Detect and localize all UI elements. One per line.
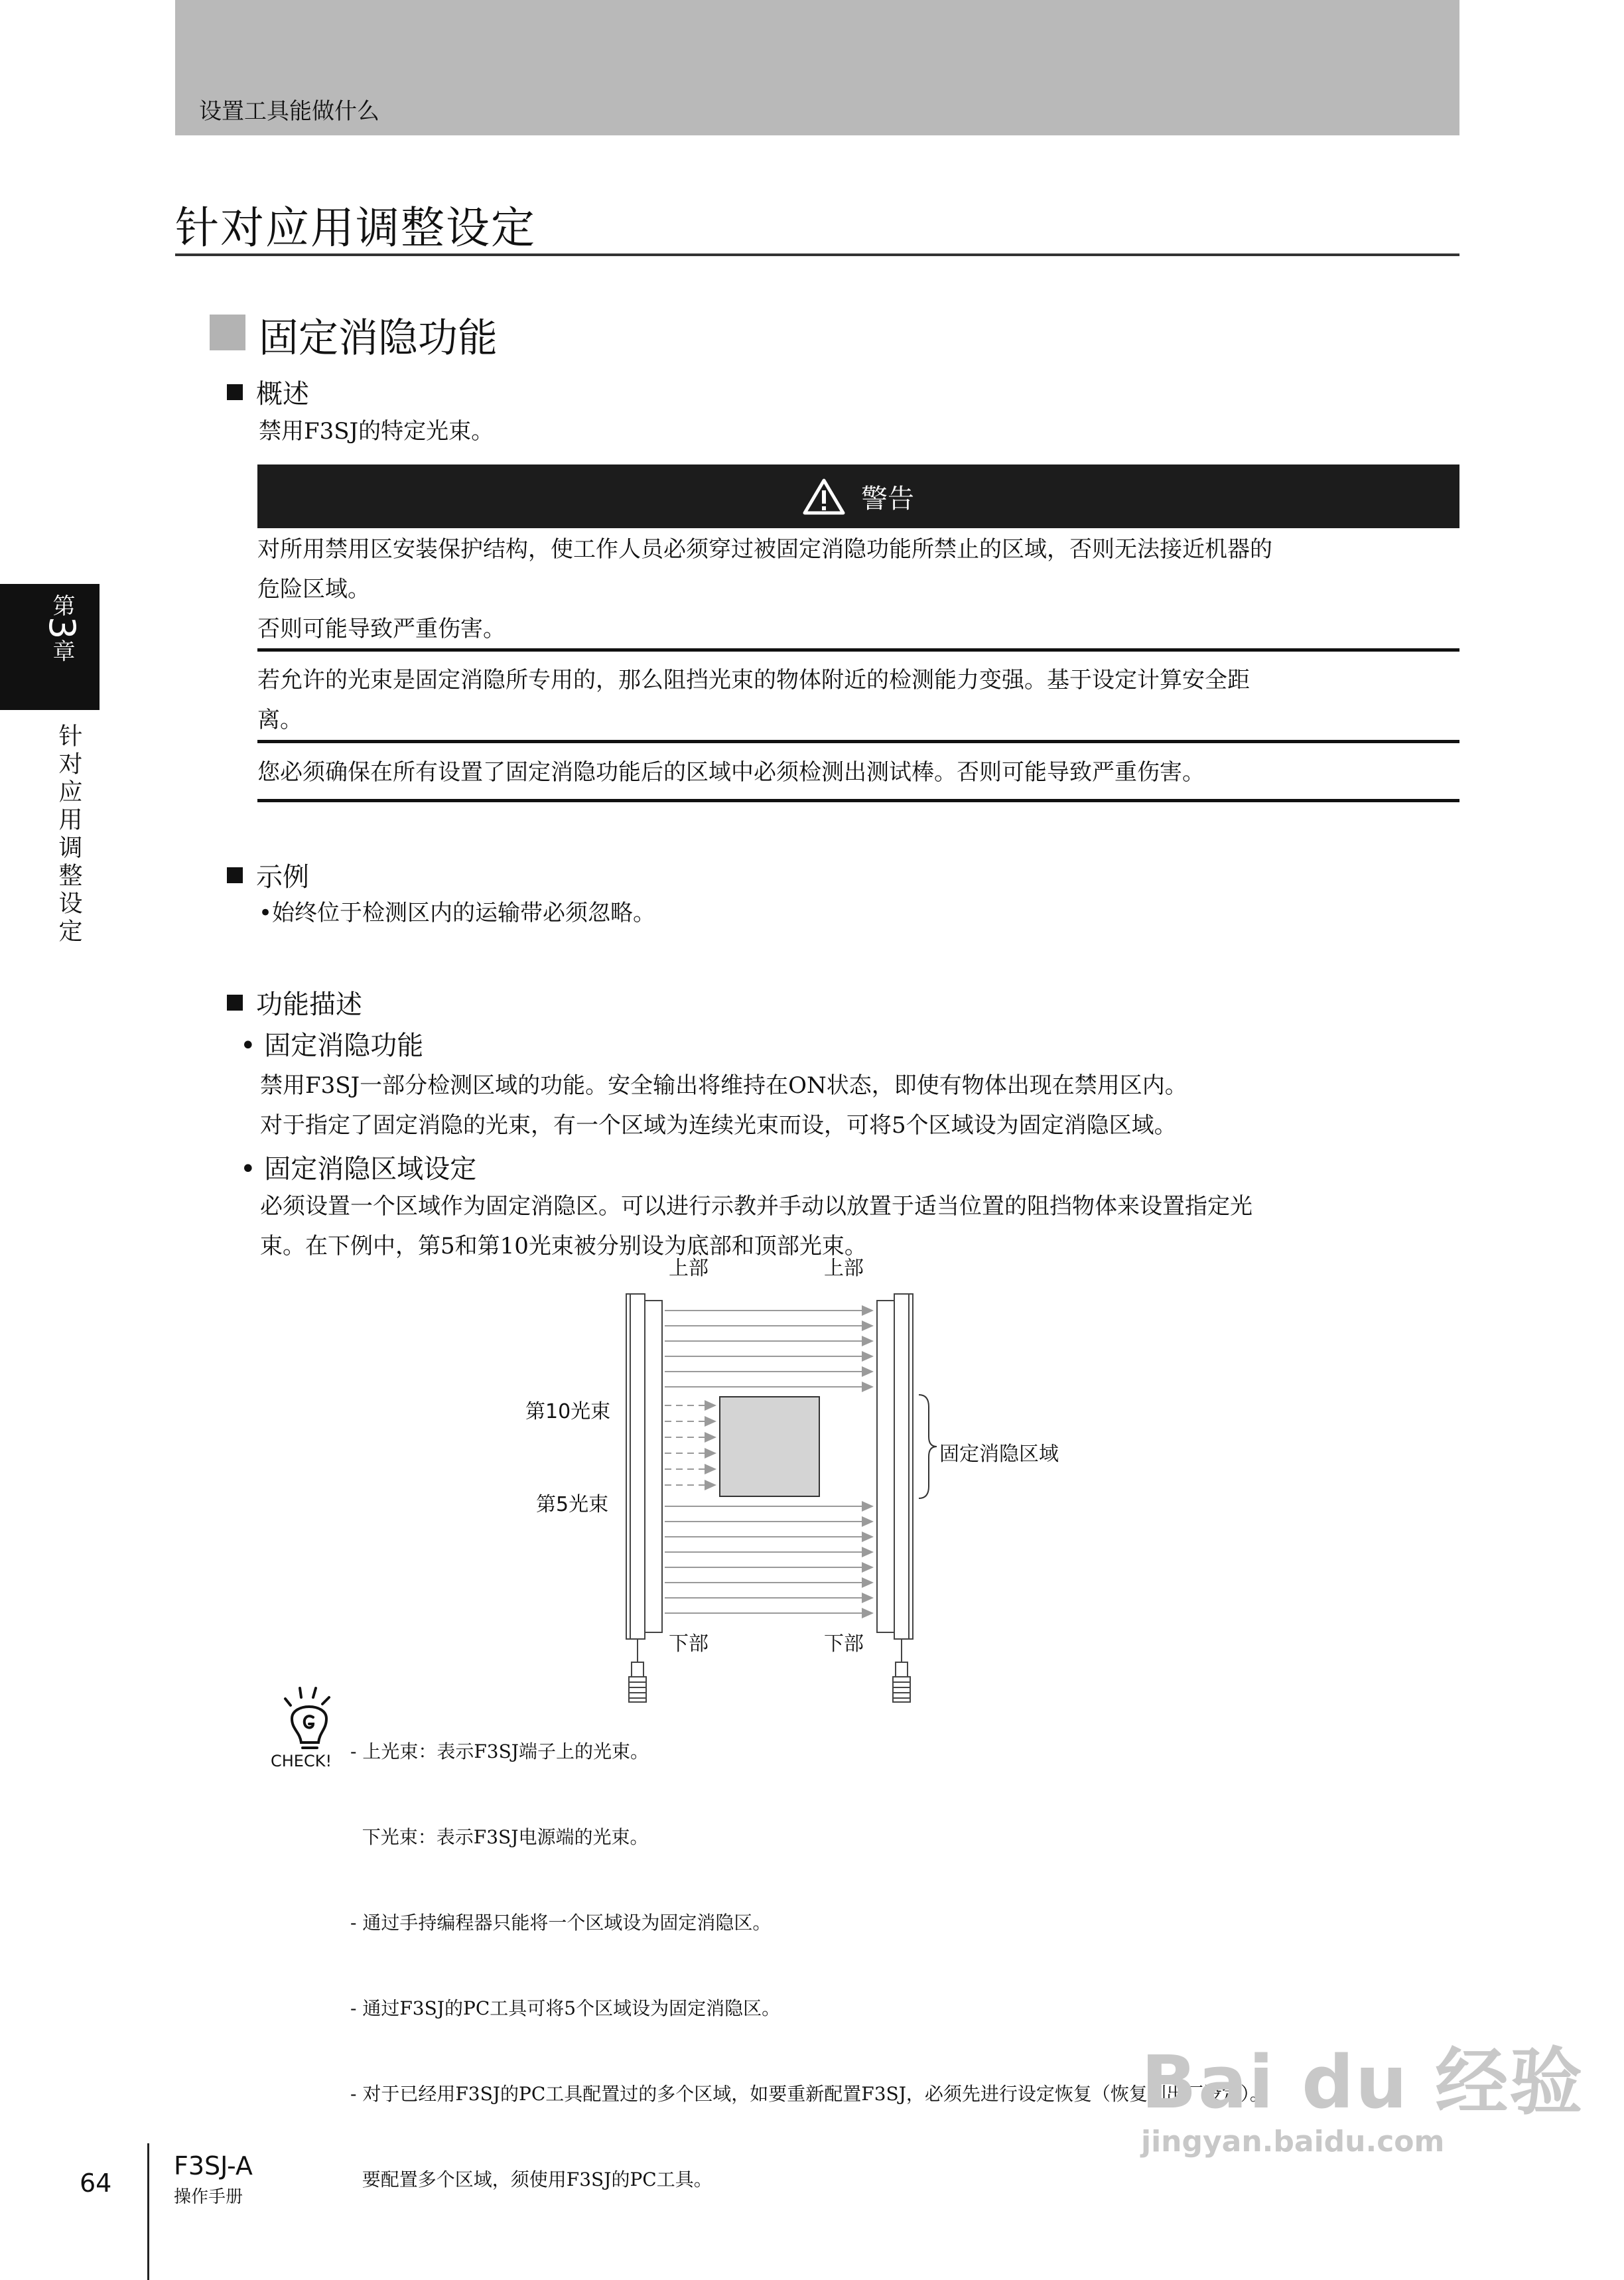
warning-line: 若允许的光束是固定消隐所专用的，那么阻挡光束的物体附近的检测能力变强。基于设定计算安全距 [257, 667, 1250, 693]
bullet-square-icon [227, 384, 243, 400]
body-line: 对于指定了固定消隐的光束，有一个区域为连续光束而设，可将5个区域设为固定消隐区域。 [260, 1112, 1177, 1139]
body-line: 束。在下例中，第5和第10光束被分别设为底部和顶部光束。 [260, 1233, 867, 1259]
warning-divider [257, 740, 1459, 743]
note-line: - 通过F3SJ的PC工具可将5个区域设为固定消隐区。 [350, 1997, 781, 2019]
chapter-prefix: 第 [48, 594, 75, 616]
check-icon-label: CHECK! [271, 1752, 332, 1770]
section-marker [210, 315, 245, 350]
chapter-label: 针对应用调整设定 [55, 723, 82, 946]
label-bottom-left: 下部 [669, 1632, 709, 1656]
zone-brace [919, 1395, 937, 1498]
emitter-unit [626, 1294, 662, 1702]
body-line: 禁用F3SJ一部分检测区域的功能。安全输出将维持在ON状态，即使有物体出现在禁用区内。 [260, 1072, 1187, 1099]
overview-heading-text: 概述 [256, 379, 309, 409]
note-line: 下光束：表示F3SJ电源端的光束。 [350, 1826, 649, 1848]
watermark-brand: Bai du 经验 [1141, 2040, 1584, 2125]
function-heading-text: 功能描述 [256, 989, 362, 1020]
check-notes [350, 1680, 1268, 2222]
light-curtain-diagram [491, 1247, 1128, 1712]
example-heading-text: 示例 [256, 862, 309, 892]
bullet-square-icon [227, 867, 243, 883]
footer-manual: 操作手册 [174, 2187, 243, 2207]
note-line: 要配置多个区域，须使用F3SJ的PC工具。 [350, 2169, 712, 2190]
title-rule [175, 253, 1459, 256]
example-heading [227, 856, 309, 894]
warning-line: 对所用禁用区安装保护结构，使工作人员必须穿过被固定消隐功能所禁止的区域，否则无法接近机器的 [257, 536, 1272, 563]
receiver-unit [877, 1294, 913, 1702]
body-line: 必须设置一个区域作为固定消隐区。可以进行示教并手动以放置于适当位置的阻挡物体来设置指定光 [260, 1193, 1252, 1220]
function-item1-body [260, 1066, 1187, 1145]
example-text: •始终位于检测区内的运输带必须忽略。 [259, 900, 656, 926]
section-heading: 固定消隐功能 [259, 315, 498, 362]
lightbulb-icon [265, 1679, 352, 1752]
label-beam-10: 第10光束 [525, 1400, 611, 1423]
label-bottom-right: 下部 [824, 1632, 864, 1656]
overview-text: 禁用F3SJ的特定光束。 [259, 418, 494, 445]
label-top-left: 上部 [669, 1257, 709, 1280]
page-number: 64 [80, 2169, 112, 2198]
note-line: - 上光束：表示F3SJ端子上的光束。 [350, 1741, 649, 1762]
chapter-number [41, 594, 83, 662]
warning-label: 警告 [861, 483, 914, 514]
warning-line: 离。 [257, 707, 303, 733]
warning-block-1 [257, 530, 1459, 649]
note-line: - 通过手持编程器只能将一个区域设为固定消隐区。 [350, 1912, 772, 1934]
blocking-object [720, 1397, 819, 1496]
warning-line: 否则可能导致严重伤害。 [257, 616, 506, 642]
function-item2-title: • 固定消隐区域设定 [240, 1154, 477, 1184]
header-title: 设置工具能做什么 [199, 98, 379, 125]
watermark-url: jingyan.baidu.com [1141, 2125, 1445, 2159]
label-top-right: 上部 [824, 1257, 864, 1280]
note-line: - 对于已经用F3SJ的PC工具配置过的多个区域，如要重新配置F3SJ，必须先进行设定恢复（恢复到出厂设定）。 [350, 2083, 1268, 2105]
label-beam-5: 第5光束 [536, 1493, 609, 1516]
footer-model: F3SJ-A [174, 2151, 253, 2180]
warning-block-3 [257, 752, 1459, 792]
warning-divider [257, 648, 1459, 652]
chapter-suffix: 章 [48, 639, 75, 662]
overview-heading [227, 373, 309, 411]
page-title: 针对应用调整设定 [175, 202, 536, 253]
blanking-diagram [491, 1247, 1128, 1712]
chapter-num: 3 [41, 616, 83, 640]
baidu-watermark [1141, 2024, 1584, 2159]
warning-line: 您必须确保在所有设置了固定消隐功能后的区域中必须检测出测试棒。否则可能导致严重伤害。 [257, 759, 1205, 786]
footer-divider [147, 2143, 149, 2280]
label-blanking-zone: 固定消隐区域 [939, 1443, 1059, 1466]
warning-line: 危险区域。 [257, 576, 370, 603]
warning-bottom-rule [257, 799, 1459, 802]
function-item1-title: • 固定消隐功能 [240, 1031, 424, 1061]
warning-triangle-icon [803, 478, 845, 515]
check-icon [265, 1679, 352, 1778]
function-heading [227, 983, 362, 1021]
warning-bar [257, 464, 1459, 528]
warning-block-2 [257, 660, 1459, 740]
bullet-square-icon [227, 995, 243, 1011]
